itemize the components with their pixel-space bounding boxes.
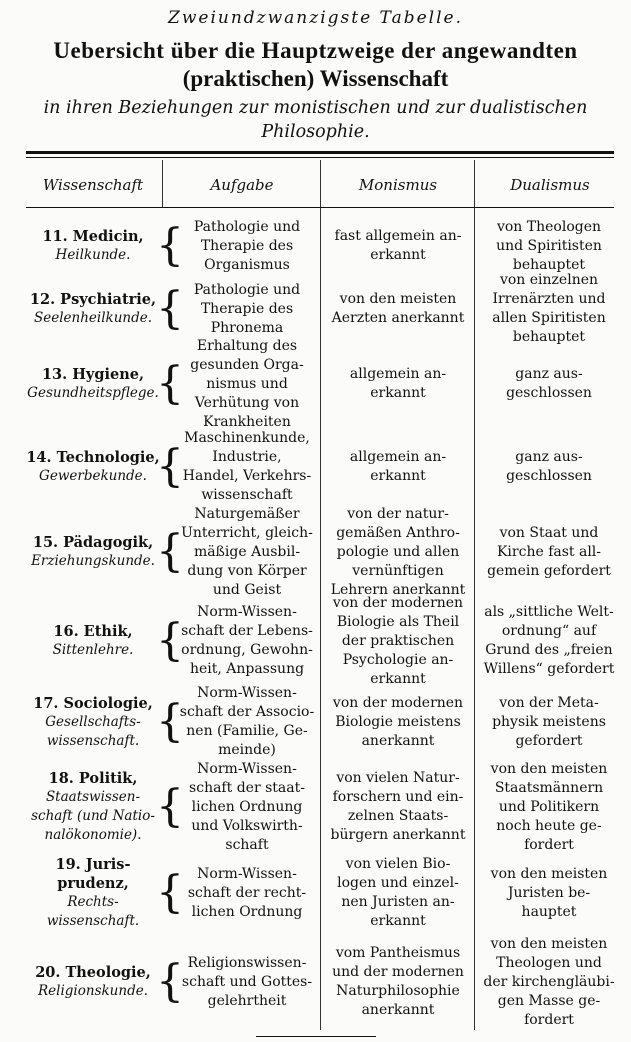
monism-cell-line: von vielen Natur-	[336, 770, 460, 786]
top-rule-thin	[26, 157, 614, 158]
dualism-cell	[480, 934, 618, 1030]
monism-cell-line: Lehrern anerkannt	[330, 581, 466, 598]
science-cell-line: Gewerbekunde.	[39, 468, 147, 484]
monism-cell-line: und der modernen	[332, 964, 464, 980]
monism-cell-line: von der natur-	[347, 505, 449, 522]
task-cell-line: Verhütung von	[194, 394, 300, 411]
table-row	[0, 272, 631, 345]
table-row	[0, 762, 631, 852]
task-cell	[178, 600, 316, 682]
monism-cell-line: erkannt	[370, 468, 426, 484]
science-cell	[26, 856, 160, 930]
science-cell-line: Seelenheilkunde.	[33, 310, 153, 326]
monism-cell	[326, 934, 470, 1030]
task-cell-line: Naturgemäßer	[194, 505, 300, 522]
science-cell-line: Sittenlehre.	[52, 642, 134, 658]
task-cell-line: und Geist	[212, 581, 282, 598]
dualism-cell-line: geschlossen	[506, 468, 592, 484]
task-cell-line: Norm-Wissen-	[197, 685, 297, 701]
task-cell-line: schaft der recht-	[187, 884, 307, 901]
dualism-cell-line: Juristen be-	[507, 884, 591, 901]
science-cell-line: Erziehungskunde.	[31, 553, 155, 569]
task-cell-line: Phronema	[210, 319, 284, 336]
task-cell-line: und Volkswirth-	[191, 817, 303, 834]
top-rule	[26, 151, 614, 154]
table-row	[0, 934, 631, 1030]
dualism-cell	[480, 600, 618, 682]
monism-cell-line: zelnen Staats-	[347, 808, 449, 824]
task-cell-line: Religionswissen-	[187, 954, 307, 971]
brace-mark: {	[156, 526, 184, 577]
dualism-cell-line: hauptet	[521, 903, 577, 920]
science-cell-line: Gesundheitspflege.	[27, 385, 159, 401]
science-cell-line: nalökonomie).	[44, 827, 142, 843]
dualism-cell-line: fordert	[524, 1011, 574, 1028]
task-cell-line: Norm-Wissen-	[197, 865, 297, 882]
header-rule	[26, 207, 614, 208]
science-cell-line: prudenz,	[57, 875, 129, 892]
science-cell	[26, 508, 160, 596]
brace-mark: {	[156, 956, 184, 1007]
task-cell-line: Handel, Verkehrs-	[182, 468, 312, 484]
monism-cell-line: bürgern anerkannt	[330, 827, 466, 843]
task-cell-line: Therapie des	[200, 300, 294, 317]
monism-cell-line: allgemein an-	[349, 366, 447, 382]
task-cell-line: lichen Ordnung	[191, 903, 303, 920]
monism-cell	[326, 594, 470, 687]
dualism-cell-line: von den meisten	[490, 935, 608, 952]
column-header-task: Aufgabe	[210, 176, 274, 194]
task-cell-line: Therapie des	[200, 237, 294, 254]
science-cell-line: 12. Psychiatrie,	[29, 291, 157, 308]
dualism-cell	[480, 342, 618, 426]
task-cell-line: Maschinenkunde,	[184, 430, 310, 446]
monism-cell-line: Psychologie an-	[342, 651, 454, 668]
task-cell-line: gesunden Orga-	[190, 356, 304, 373]
dualism-cell	[480, 686, 618, 758]
brace-mark: {	[156, 867, 184, 918]
brace-mark: {	[156, 441, 184, 492]
dualism-cell-line: von Staat und	[499, 524, 599, 541]
dualism-cell-line: Kirche fast all-	[496, 543, 602, 560]
task-cell-line: schaft der staat-	[189, 779, 305, 796]
task-cell-line: Pathologie und	[193, 281, 301, 298]
dualism-cell-line: ganz aus-	[515, 449, 583, 465]
science-cell-line: 19. Juris-	[55, 856, 131, 873]
task-cell-line: ordnung, Gewohn-	[181, 642, 313, 658]
dualism-cell-line: gefordert	[515, 732, 583, 749]
dualism-cell-line: noch heute ge-	[496, 817, 602, 834]
dualism-cell	[480, 272, 618, 345]
dualism-cell	[480, 856, 618, 930]
task-cell-line: nen (Familie, Ge-	[186, 723, 308, 739]
task-cell-line: meinde)	[218, 742, 276, 758]
monism-cell	[326, 686, 470, 758]
dualism-cell-line: Staatsmännern	[494, 779, 604, 796]
dualism-cell	[480, 216, 618, 276]
task-cell-line: Norm-Wissen-	[197, 760, 297, 777]
monism-cell-line: von der modernen	[332, 594, 464, 611]
task-cell	[178, 762, 316, 852]
monism-cell	[326, 430, 470, 504]
table-title-line-1: Uebersicht über die Hauptzweige der angewandten	[53, 38, 578, 63]
dualism-cell-line: Theologen und	[496, 954, 602, 971]
monism-cell-line: pologie und allen	[336, 543, 460, 560]
monism-cell	[326, 762, 470, 852]
monism-cell-line: von den meisten	[339, 291, 457, 307]
brace-mark: {	[156, 615, 184, 666]
monism-cell-line: nen Juristen an-	[341, 894, 455, 910]
science-cell	[26, 430, 160, 504]
column-header-dualism: Dualismus	[510, 176, 590, 194]
dualism-cell-line: Irrenärzten und	[492, 291, 606, 307]
table-title-line-2: (praktischen) Wissenschaft	[182, 66, 449, 91]
monism-cell-line: von der modernen	[332, 694, 464, 711]
science-cell-line: 11. Medicin,	[42, 228, 144, 245]
dualism-cell-line: physik meistens	[492, 713, 606, 730]
task-cell-line: schaft der Associo-	[179, 704, 315, 720]
dualism-cell	[480, 508, 618, 596]
monism-cell-line: Biologie meistens	[335, 713, 461, 730]
science-cell-line: 18. Politik,	[48, 770, 138, 787]
dualism-cell-line: allen Spiritisten	[492, 310, 606, 326]
monism-cell-line: der praktischen	[341, 632, 455, 649]
task-cell	[178, 430, 316, 504]
monism-cell	[326, 280, 470, 338]
task-cell	[178, 337, 316, 430]
table-number: Zweiundzwanzigste Tabelle.	[168, 8, 463, 28]
monism-cell-line: allgemein an-	[349, 449, 447, 465]
science-cell-line: 13. Hygiene,	[41, 366, 145, 383]
brace-mark: {	[156, 358, 184, 409]
monism-cell	[326, 342, 470, 426]
task-cell-line: heit, Anpassung	[189, 661, 305, 677]
science-cell-line: 16. Ethik,	[53, 623, 133, 640]
dualism-cell-line: als „sittliche Welt-	[484, 604, 614, 620]
monism-cell-line: forschern und ein-	[332, 789, 464, 805]
task-cell-line: schaft der Lebens-	[181, 623, 313, 639]
task-cell	[178, 505, 316, 598]
science-cell	[26, 686, 160, 758]
science-cell-line: Heilkunde.	[55, 247, 131, 263]
dualism-cell	[480, 762, 618, 852]
task-cell	[178, 856, 316, 930]
science-cell	[26, 762, 160, 852]
task-cell-line: Krankheiten	[203, 413, 291, 430]
task-cell-line: dung von Körper	[187, 562, 307, 579]
task-cell-line: Industrie,	[212, 449, 282, 465]
monism-cell	[326, 505, 470, 598]
task-cell	[178, 216, 316, 276]
science-cell	[26, 216, 160, 276]
task-cell-line: schaft	[225, 836, 269, 853]
science-cell-line: Staatswissen-	[45, 789, 141, 805]
monism-cell-line: gemäßen Anthro-	[336, 524, 460, 541]
science-cell-line: Gesellschafts-	[45, 713, 141, 730]
science-cell-line: 20. Theologie,	[35, 964, 151, 981]
dualism-cell-line: gemein gefordert	[487, 562, 611, 579]
science-cell-line: Rechts-	[67, 894, 119, 910]
dualism-cell-line: Grund des „freien	[485, 642, 613, 658]
task-cell	[178, 934, 316, 1030]
monism-cell-line: von vielen Bio-	[345, 856, 451, 872]
monism-cell-line: anerkannt	[361, 1002, 435, 1018]
monism-cell-line: anerkannt	[361, 732, 435, 749]
dualism-cell-line: von Theologen	[496, 218, 602, 235]
brace-mark: {	[156, 283, 184, 334]
dualism-cell-line: von der Meta-	[499, 694, 599, 711]
science-cell	[26, 600, 160, 682]
dualism-cell-line: und Spiritisten	[496, 237, 602, 254]
dualism-cell-line: von den meisten	[490, 760, 608, 777]
task-cell-line: Unterricht, gleich-	[181, 524, 313, 541]
table-subtitle-line-1: in ihren Beziehungen zur monistischen und zur dualistischen	[43, 98, 588, 118]
table-row	[0, 216, 631, 276]
monism-cell-line: vom Pantheismus	[335, 945, 461, 961]
task-cell-line: lichen Ordnung	[191, 798, 303, 815]
dualism-cell-line: behauptet	[512, 256, 586, 273]
table-subtitle-line-2: Philosophie.	[261, 122, 370, 142]
monism-cell	[326, 216, 470, 276]
task-cell-line: wissenschaft	[201, 487, 293, 503]
dualism-cell-line: gen Masse ge-	[497, 992, 601, 1009]
science-cell-line: wissenschaft.	[46, 732, 140, 749]
dualism-cell-line: von einzelnen	[499, 272, 599, 288]
dualism-cell-line: ganz aus-	[515, 366, 583, 382]
task-cell-line: Organismus	[204, 256, 290, 273]
table-row	[0, 505, 631, 598]
science-cell-line: 15. Pädagogik,	[32, 534, 154, 551]
monism-cell-line: Biologie als Theil	[336, 613, 460, 630]
dualism-cell	[480, 430, 618, 504]
dualism-cell-line: von den meisten	[490, 865, 608, 882]
task-cell	[178, 686, 316, 758]
dualism-cell-line: fordert	[524, 836, 574, 853]
science-cell-line: wissenschaft.	[46, 913, 140, 929]
science-cell-line: Religionskunde.	[38, 983, 148, 999]
table-row	[0, 686, 631, 758]
task-cell-line: schaft und Gottes-	[181, 973, 313, 990]
brace-mark: {	[156, 781, 184, 832]
dualism-cell-line: der kirchengläubi-	[483, 973, 615, 990]
science-cell	[26, 342, 160, 426]
dualism-cell-line: geschlossen	[506, 385, 592, 401]
column-header-science: Wissenschaft	[42, 176, 144, 194]
monism-cell-line: vernünftigen	[352, 562, 444, 579]
footer-rule	[256, 1036, 376, 1037]
science-cell	[26, 934, 160, 1030]
header-divider-1	[162, 160, 163, 207]
brace-mark: {	[156, 220, 184, 271]
monism-cell	[326, 856, 470, 930]
monism-cell-line: Aerzten anerkannt	[331, 310, 465, 326]
monism-cell-line: Naturphilosophie	[336, 983, 460, 999]
dualism-cell-line: behauptet	[512, 329, 586, 345]
monism-cell-line: erkannt	[370, 670, 426, 687]
science-cell-line: 17. Sociologie,	[33, 694, 153, 712]
table-row	[0, 856, 631, 930]
science-cell-line: 14. Technologie,	[26, 449, 160, 466]
science-cell-line: schaft (und Natio-	[31, 808, 155, 824]
column-header-monism: Monismus	[358, 176, 438, 194]
table-row	[0, 430, 631, 504]
task-cell-line: mäßige Ausbil-	[193, 543, 301, 560]
monism-cell-line: logen und einzel-	[337, 875, 459, 891]
task-cell-line: Erhaltung des	[196, 337, 298, 354]
task-cell	[178, 280, 316, 338]
table-row	[0, 594, 631, 687]
monism-cell-line: erkannt	[370, 385, 426, 401]
monism-cell-line: erkannt	[370, 913, 426, 929]
brace-mark: {	[156, 696, 184, 747]
monism-cell-line: fast allgemein an-	[334, 228, 462, 244]
monism-cell-line: erkannt	[370, 247, 426, 263]
task-cell-line: Norm-Wissen-	[197, 604, 297, 620]
task-cell-line: gelehrtheit	[207, 992, 287, 1009]
dualism-cell-line: ordnung“ auf	[501, 623, 597, 639]
task-cell-line: nismus und	[206, 375, 288, 392]
task-cell-line: Pathologie und	[193, 218, 301, 235]
dualism-cell-line: und Politikern	[498, 798, 600, 815]
dualism-cell-line: Willens“ gefordert	[483, 661, 615, 677]
science-cell	[26, 280, 160, 338]
